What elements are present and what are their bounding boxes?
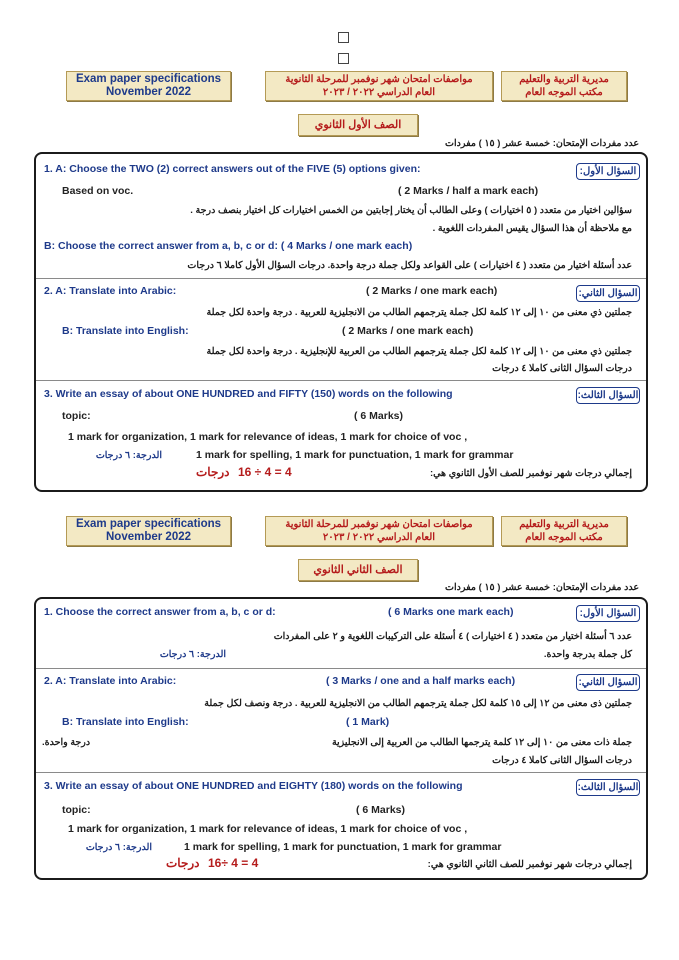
q3-label: السؤال الثالث: (576, 779, 640, 796)
q2a-marks: ( 3 Marks / one and a half marks each) (326, 675, 516, 687)
total-expression: 16 ÷ 4 = 4 (238, 465, 292, 479)
header-en-line2: November 2022 (105, 86, 192, 98)
q1b-title: B: Choose the correct answer from a, b, c or d: ( 4 Marks / one mark each) (44, 240, 413, 252)
directorate-header (501, 71, 627, 101)
q2b-title: B: Translate into English: (62, 325, 189, 337)
q1a-ar-note: مع ملاحظة أن هذا السؤال يقيس المفردات اللغوية . (432, 223, 632, 234)
q1-title: 1. Choose the correct answer from a, b, c or d: (44, 606, 276, 618)
q3-grade-ar: الدرجة: ٦ درجات (85, 842, 152, 853)
q2-label: السؤال الثاني: (576, 285, 640, 302)
q2b-ar-desc: جملة ذات معنى من ١٠ إلى ١٢ كلمة يترجمها الطالب من العربية إلى الانجليزية (331, 737, 632, 748)
q1a-marks: ( 2 Marks / half a mark each) (398, 185, 539, 197)
q2a-marks: ( 2 Marks / one mark each) (366, 285, 498, 297)
header-ar-line2: العام الدراسي ٢٠٢٢ / ٢٠٢٣ (322, 532, 436, 543)
q2-ar-total: درجات السؤال الثانى كاملا ٤ درجات (492, 755, 632, 766)
q3-title: 3. Write an essay of about ONE HUNDRED and EIGHTY (180) words on the following (44, 780, 463, 792)
checkbox-square (338, 32, 349, 43)
total-label-ar: إجمالي درجات شهر نوفمبر للصف الأول الثانوي هي: (429, 468, 632, 479)
total-unit: درجات (166, 856, 200, 870)
q2b-title: B: Translate into English: (62, 716, 189, 728)
exam-spec-header-ar (265, 516, 493, 546)
grade-title: الصف الأول الثانوي (298, 114, 418, 136)
item-count: عدد مفردات الإمتحان: خمسة عشر ( ١٥ ) مفردات (445, 582, 639, 593)
exam-spec-header-en (66, 71, 231, 101)
total-label-ar: إجمالي درجات شهر نوفمبر للصف الثاني الثانوي هي: (427, 859, 632, 870)
q2a-ar-desc: جملتين ذى معنى من ١٢ إلى ١٥ كلمة لكل جملة يترجمهم الطالب من الانجليزية للعربية . درجة ونصف لكل جملة (204, 698, 632, 709)
q3-marks: ( 6 Marks) (354, 410, 404, 422)
section1-panel (34, 152, 648, 492)
q3-grade-ar: الدرجة: ٦ درجات (95, 450, 162, 461)
q2a-title: 2. A: Translate into Arabic: (44, 675, 177, 687)
separator (36, 772, 646, 773)
q2-label: السؤال الثاني: (576, 674, 640, 691)
header-ar-line1: مواصفات امتحان شهر نوفمبر للمرحلة الثانوية (285, 74, 473, 85)
q3-label: السؤال الثالث: (576, 387, 640, 404)
directorate-line2: مكتب الموجه العام (525, 532, 603, 543)
q1-ar-note: كل جملة بدرجة واحدة. (543, 649, 632, 660)
grade-title: الصف الثاني الثانوي (298, 559, 418, 581)
exam-spec-header-en (66, 516, 231, 546)
q3-marks: ( 6 Marks) (356, 804, 406, 816)
q1-label: السؤال الأول: (576, 163, 640, 180)
q1-ar-desc: عدد ٦ أسئلة اختيار من متعدد ( ٤ اختيارات ) ٤ أسئلة على التركيبات اللغوية و ٢ على المفردات (273, 631, 632, 642)
q2b-marks: ( 1 Mark) (346, 716, 390, 728)
q1b-ar-desc: عدد أسئلة اختيار من متعدد ( ٤ اختيارات ) على القواعد ولكل جملة درجة واحدة. درجات السؤال الأول كاملا ٦ درجات (187, 260, 632, 271)
directorate-line1: مديرية التربية والتعليم (519, 519, 609, 530)
q2b-grade: درجة واحدة. (42, 737, 91, 748)
q3-rubric-line2: 1 mark for spelling, 1 mark for punctuation, 1 mark for grammar (196, 449, 514, 461)
separator (36, 278, 646, 279)
header-ar-line2: العام الدراسي ٢٠٢٢ / ٢٠٢٣ (322, 87, 436, 98)
q2b-ar-desc: جملتين ذي معنى من ١٠ إلى ١٢ كلمة لكل جملة يترجمهم الطالب من العربية للإنجليزية . درجة واحدة لكل جملة (206, 346, 632, 357)
directorate-line2: مكتب الموجه العام (525, 87, 603, 98)
header-en-line1: Exam paper specifications (75, 518, 222, 530)
q2b-marks: ( 2 Marks / one mark each) (342, 325, 474, 337)
q1-marks: ( 6 Marks one mark each) (388, 606, 514, 618)
header-ar-line1: مواصفات امتحان شهر نوفمبر للمرحلة الثانوية (285, 519, 473, 530)
separator (36, 380, 646, 381)
checkbox-square (338, 53, 349, 64)
q3-rubric-line1: 1 mark for organization, 1 mark for relevance of ideas, 1 mark for choice of voc , (68, 431, 468, 443)
q2-ar-total: درجات السؤال الثانى كاملا ٤ درجات (492, 363, 632, 374)
q1a-title: 1. A: Choose the TWO (2) correct answers out of the FIVE (5) options given: (44, 163, 421, 175)
q2a-title: 2. A: Translate into Arabic: (44, 285, 177, 297)
header-en-line2: November 2022 (105, 531, 192, 543)
section2-panel (34, 597, 648, 880)
header-en-line1: Exam paper specifications (75, 73, 222, 85)
q3-rubric-line1: 1 mark for organization, 1 mark for relevance of ideas, 1 mark for choice of voc , (68, 823, 468, 835)
item-count: عدد مفردات الإمتحان: خمسة عشر ( ١٥ ) مفردات (445, 138, 639, 149)
directorate-header (501, 516, 627, 546)
q1a-basis: Based on voc. (62, 185, 134, 197)
q1-grade-ar: الدرجة: ٦ درجات (159, 649, 226, 660)
q2a-ar-desc: جملتين ذي معنى من ١٠ إلى ١٢ كلمة لكل جملة يترجمهم الطالب من الانجليزية للعربية . درجة واحدة لكل جملة (206, 307, 632, 318)
q1a-ar-desc: سؤالين اختيار من متعدد ( ٥ اختيارات ) وعلى الطالب أن يختار إجابتين من الخمس اختيارات كل اختيار بنصف درجة . (190, 205, 632, 216)
exam-spec-header-ar (265, 71, 493, 101)
q3-title: 3. Write an essay of about ONE HUNDRED and FIFTY (150) words on the following (44, 388, 453, 400)
q3-rubric-line2: 1 mark for spelling, 1 mark for punctuation, 1 mark for grammar (184, 841, 502, 853)
total-unit: درجات (196, 465, 230, 479)
separator (36, 668, 646, 669)
q3-topic: topic: (62, 804, 91, 816)
directorate-line1: مديرية التربية والتعليم (519, 74, 609, 85)
q3-topic: topic: (62, 410, 91, 422)
total-expression: 16÷ 4 = 4 (208, 856, 259, 870)
q1-label: السؤال الأول: (576, 605, 640, 622)
